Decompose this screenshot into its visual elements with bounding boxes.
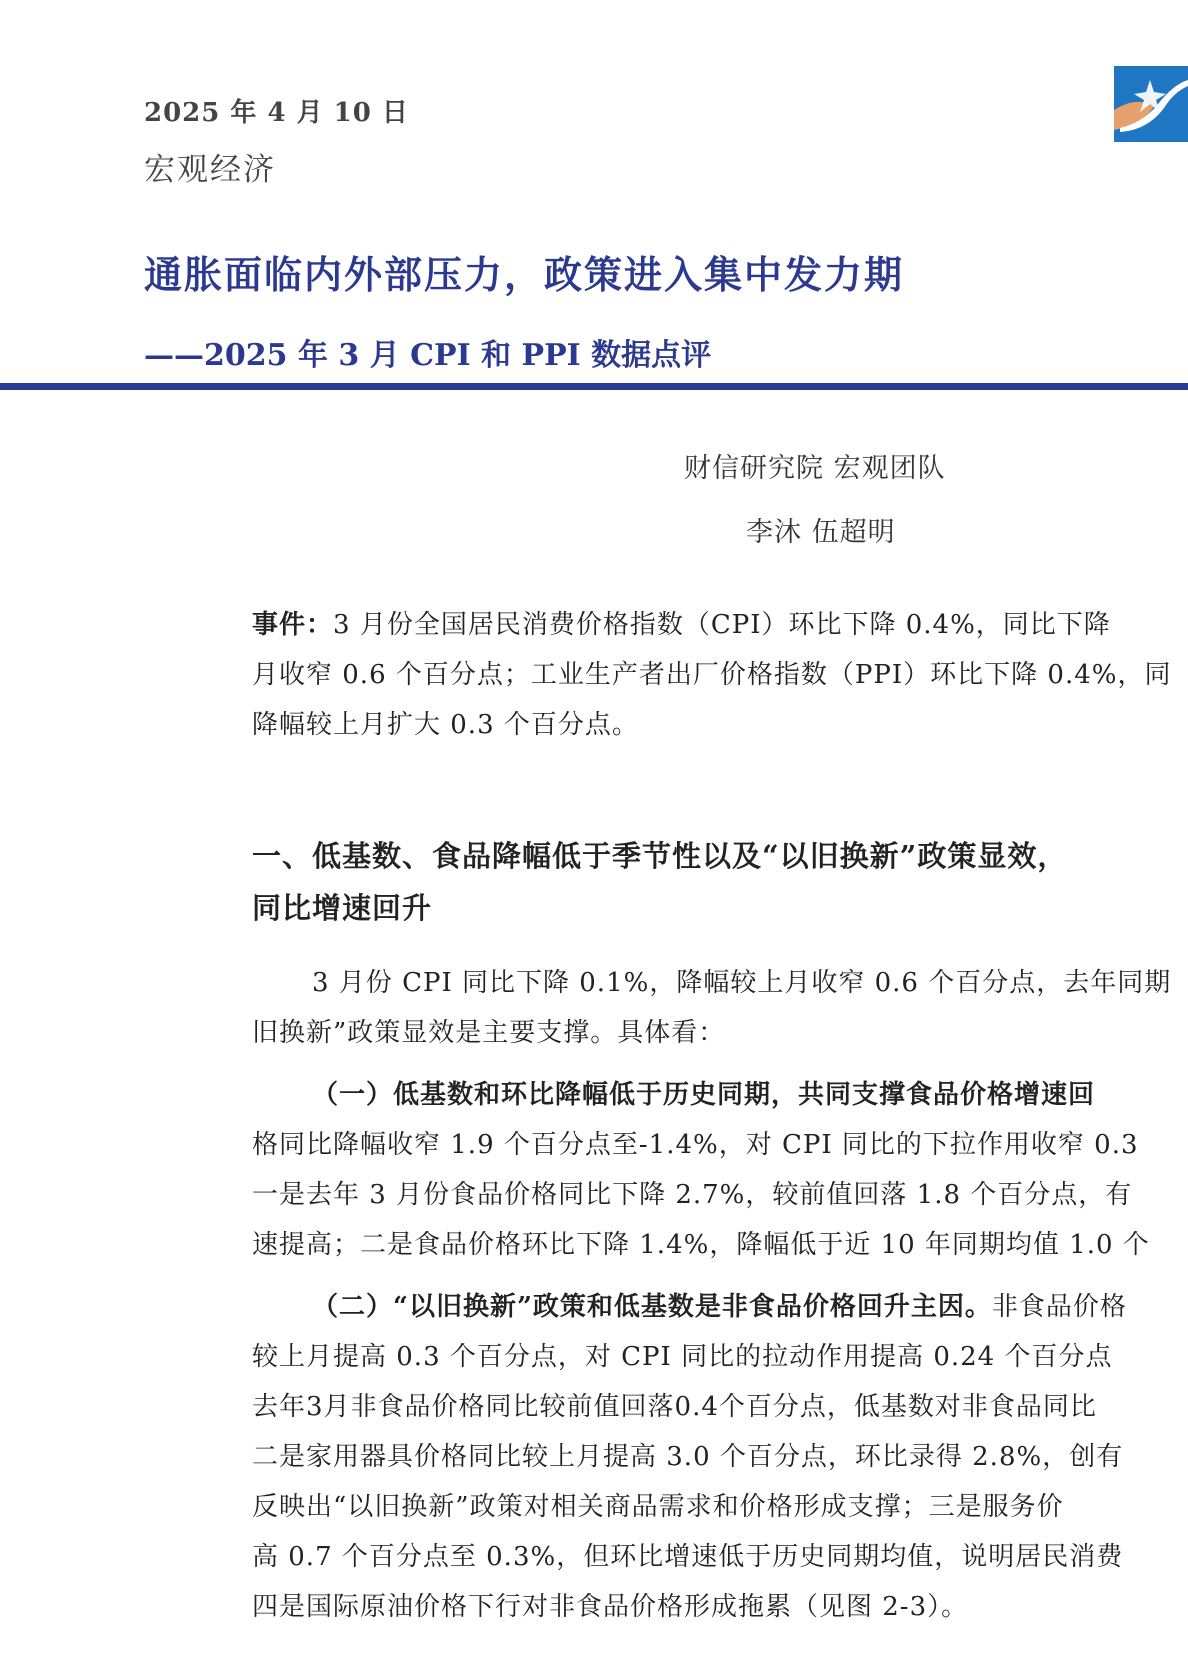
paragraph-line: 二是家用器具价格同比较上月提高 3.0 个百分点，环比录得 2.8%，创有: [252, 1442, 1124, 1472]
event-line: [252, 600, 1188, 650]
event-label: 事件：: [252, 610, 334, 640]
paragraph-cpi-overview: [252, 958, 1188, 1058]
paragraph-line: 反映出“以旧换新”政策对相关商品需求和价格形成支撑；三是服务价: [252, 1492, 1064, 1522]
paragraph-bold-lead: （二）“以旧换新”政策和低基数是非食品价格回升主因。: [312, 1292, 992, 1322]
report-body: [252, 600, 1188, 1680]
paragraph-food-prices: [252, 1070, 1188, 1270]
company-logo-icon: [1114, 66, 1188, 142]
paragraph-line: 高 0.7 个百分点至 0.3%，但环比增速低于历史同期均值，说明居民消费: [252, 1542, 1124, 1572]
paragraph-line: 旧换新”政策显效是主要支撑。具体看：: [252, 1018, 726, 1048]
paragraph-line: 速提高；二是食品价格环比下降 1.4%，降幅低于近 10 年同期均值 1.0 个: [252, 1230, 1150, 1260]
paragraph-line: 较上月提高 0.3 个百分点，对 CPI 同比的拉动作用提高 0.24 个百分点: [252, 1342, 1113, 1372]
paragraph-line: 一是去年 3 月份食品价格同比下降 2.7%，较前值回落 1.8 个百分点，有: [252, 1180, 1133, 1210]
section-heading: [252, 830, 1188, 934]
event-line: 降幅较上月扩大 0.3 个百分点。: [252, 710, 639, 740]
paragraph-line: 格同比降幅收窄 1.9 个百分点至-1.4%，对 CPI 同比的下拉作用收窄 0.3: [252, 1130, 1139, 1160]
report-category: 宏观经济: [144, 152, 276, 188]
report-title: 通胀面临内外部压力，政策进入集中发力期: [144, 252, 905, 297]
paragraph-text: 非食品价格: [991, 1292, 1127, 1322]
paragraph-line: 四是国际原油价格下行对非食品价格形成拖累（见图 2-3）。: [252, 1592, 969, 1622]
title-divider: [0, 383, 1188, 390]
section-heading-line: 一、低基数、食品降幅低于季节性以及“以旧换新”政策显效，: [252, 839, 1068, 873]
paragraph-line: 去年3月非食品价格同比较前值回落0.4个百分点，低基数对非食品同比: [252, 1392, 1097, 1422]
paragraph-line: 3 月份 CPI 同比下降 0.1%，降幅较上月收窄 0.6 个百分点，去年同期: [312, 968, 1172, 998]
paragraph-bold-lead: （一）低基数和环比降幅低于历史同期，共同支撑食品价格增速回: [312, 1080, 1096, 1110]
report-subtitle: ——2025 年 3 月 CPI 和 PPI 数据点评: [144, 338, 712, 373]
report-date: 2025 年 4 月 10 日: [144, 98, 409, 128]
paragraph-nonfood-prices: [252, 1282, 1188, 1632]
research-team: 财信研究院 宏观团队: [684, 453, 946, 484]
event-summary: [252, 600, 1188, 750]
event-text: 3 月份全国居民消费价格指数（CPI）环比下降 0.4%，同比下降: [333, 610, 1111, 640]
report-authors: 李沐 伍超明: [746, 517, 896, 548]
paragraph-line: [252, 1282, 1188, 1332]
event-line: 月收窄 0.6 个百分点；工业生产者出厂价格指数（PPI）环比下降 0.4%，同: [252, 660, 1172, 690]
section-heading-line: 同比增速回升: [252, 891, 433, 925]
